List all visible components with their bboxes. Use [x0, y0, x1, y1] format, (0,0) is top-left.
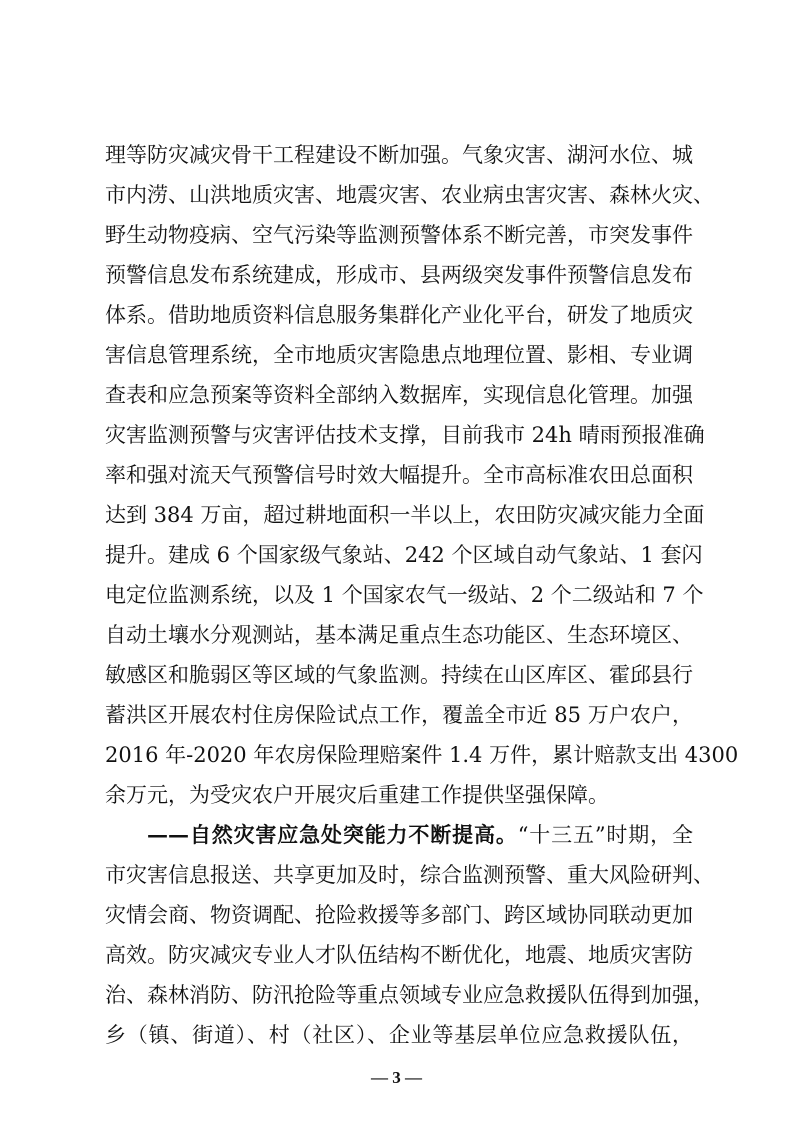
- paragraph-line: 敏感区和脆弱区等区域的气象监测。持续在山区库区、霍邱县行: [105, 663, 693, 687]
- paragraph-line: 害信息管理系统，全市地质灾害隐患点地理位置、影相、专业调: [105, 343, 693, 367]
- paragraph-line: 预警信息发布系统建成，形成市、县两级突发事件预警信息发布: [105, 263, 693, 287]
- paragraph-line: 灾情会商、物资调配、抢险救援等多部门、跨区域协同联动更加: [105, 903, 693, 927]
- page-number: — 3 —: [371, 1068, 422, 1087]
- paragraph-line: 乡（镇、街道）、村（社区）、企业等基层单位应急救援队伍，: [105, 1023, 693, 1047]
- paragraph-line: 治、森林消防、防汛抢险等重点领域专业应急救援队伍得到加强，: [105, 983, 714, 1007]
- paragraph-heading-line: [147, 815, 693, 855]
- paragraph-line: 理等防灾减灾骨干工程建设不断加强。气象灾害、湖河水位、城: [105, 143, 693, 167]
- paragraph-line: 余万元，为受灾农户开展灾后重建工作提供坚强保障。: [105, 783, 609, 807]
- section-heading: ——自然灾害应急处突能力不断提高。: [147, 822, 518, 847]
- paragraph-line: 提升。建成 6 个国家级气象站、242 个区域自动气象站、1 套闪: [105, 543, 703, 567]
- paragraph-line: 市内涝、山洪地质灾害、地震灾害、农业病虫害灾害、森林火灾、: [105, 183, 714, 207]
- heading-line-text: “十三五”时期，全: [517, 823, 693, 847]
- paragraph-line: 高效。防灾减灾专业人才队伍结构不断优化，地震、地质灾害防: [105, 943, 693, 967]
- paragraph-line: 体系。借助地质资料信息服务集群化产业化平台，研发了地质灾: [105, 303, 693, 327]
- paragraph-line: 电定位监测系统，以及 1 个国家农气一级站、2 个二级站和 7 个: [105, 583, 704, 607]
- paragraph-line: 率和强对流天气预警信号时效大幅提升。全市高标准农田总面积: [105, 463, 693, 487]
- paragraph-line: 查表和应急预案等资料全部纳入数据库，实现信息化管理。加强: [105, 383, 693, 407]
- paragraph-line: 2016 年-2020 年农房保险理赔案件 1.4 万件，累计赔款支出 4300: [105, 743, 739, 767]
- paragraph-line: 市灾害信息报送、共享更加及时，综合监测预警、重大风险研判、: [105, 863, 714, 887]
- paragraph-line: 达到 384 万亩，超过耕地面积一半以上，农田防灾减灾能力全面: [105, 503, 705, 527]
- paragraph-line: 自动土壤水分观测站，基本满足重点生态功能区、生态环境区、: [105, 623, 693, 647]
- paragraph-line: 灾害监测预警与灾害评估技术支撑，目前我市 24h 晴雨预报准确: [105, 423, 705, 447]
- paragraph-line: 蓄洪区开展农村住房保险试点工作，覆盖全市近 85 万户农户，: [105, 703, 693, 727]
- paragraph-line: 野生动物疫病、空气污染等监测预警体系不断完善，市突发事件: [105, 223, 693, 247]
